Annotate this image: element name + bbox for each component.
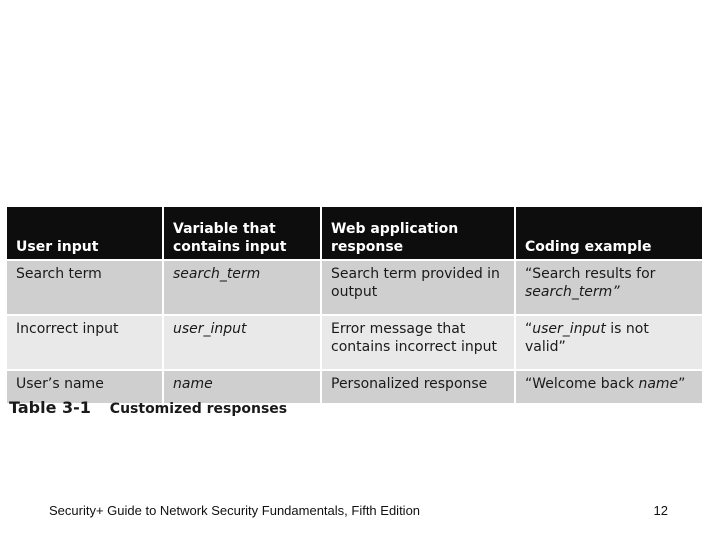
header-coding-example: Coding example bbox=[515, 207, 702, 260]
table-caption-number: Table 3-1 bbox=[9, 398, 91, 417]
header-variable: Variable that contains input bbox=[163, 207, 321, 260]
example-variable: user_input bbox=[532, 321, 606, 337]
header-user-input: User input bbox=[7, 207, 163, 260]
cell-response: Search term provided in output bbox=[321, 260, 515, 315]
customized-responses-table bbox=[7, 207, 702, 403]
cell-response: Personalized response bbox=[321, 370, 515, 403]
cell-coding-example bbox=[515, 370, 702, 403]
cell-response: Error message that contains incorrect input bbox=[321, 315, 515, 370]
example-text: “ bbox=[525, 321, 533, 337]
header-web-response: Web application response bbox=[321, 207, 515, 260]
footer-book-title: Security+ Guide to Network Security Fundamentals, Fifth Edition bbox=[49, 503, 421, 518]
cell-variable: name bbox=[163, 370, 321, 403]
page-number: 12 bbox=[653, 503, 668, 518]
example-variable: name bbox=[638, 376, 679, 392]
table-caption bbox=[9, 398, 287, 417]
example-text: ” bbox=[612, 284, 620, 300]
cell-variable: search_term bbox=[163, 260, 321, 315]
cell-user-input: Incorrect input bbox=[7, 315, 163, 370]
cell-variable: user_input bbox=[163, 315, 321, 370]
table-caption-text: Customized responses bbox=[109, 401, 288, 417]
cell-coding-example bbox=[515, 315, 702, 370]
table-row bbox=[7, 260, 702, 315]
cell-user-input: User’s name bbox=[7, 370, 163, 403]
table-row bbox=[7, 315, 702, 370]
example-text: is not valid” bbox=[525, 321, 649, 355]
example-text: “Search results for bbox=[525, 266, 656, 282]
cell-user-input: Search term bbox=[7, 260, 163, 315]
cell-coding-example bbox=[515, 260, 702, 315]
table-header-row bbox=[7, 207, 702, 260]
example-text: ” bbox=[678, 376, 686, 392]
example-text: “Welcome back bbox=[525, 376, 639, 392]
example-variable: search_term bbox=[525, 284, 613, 300]
